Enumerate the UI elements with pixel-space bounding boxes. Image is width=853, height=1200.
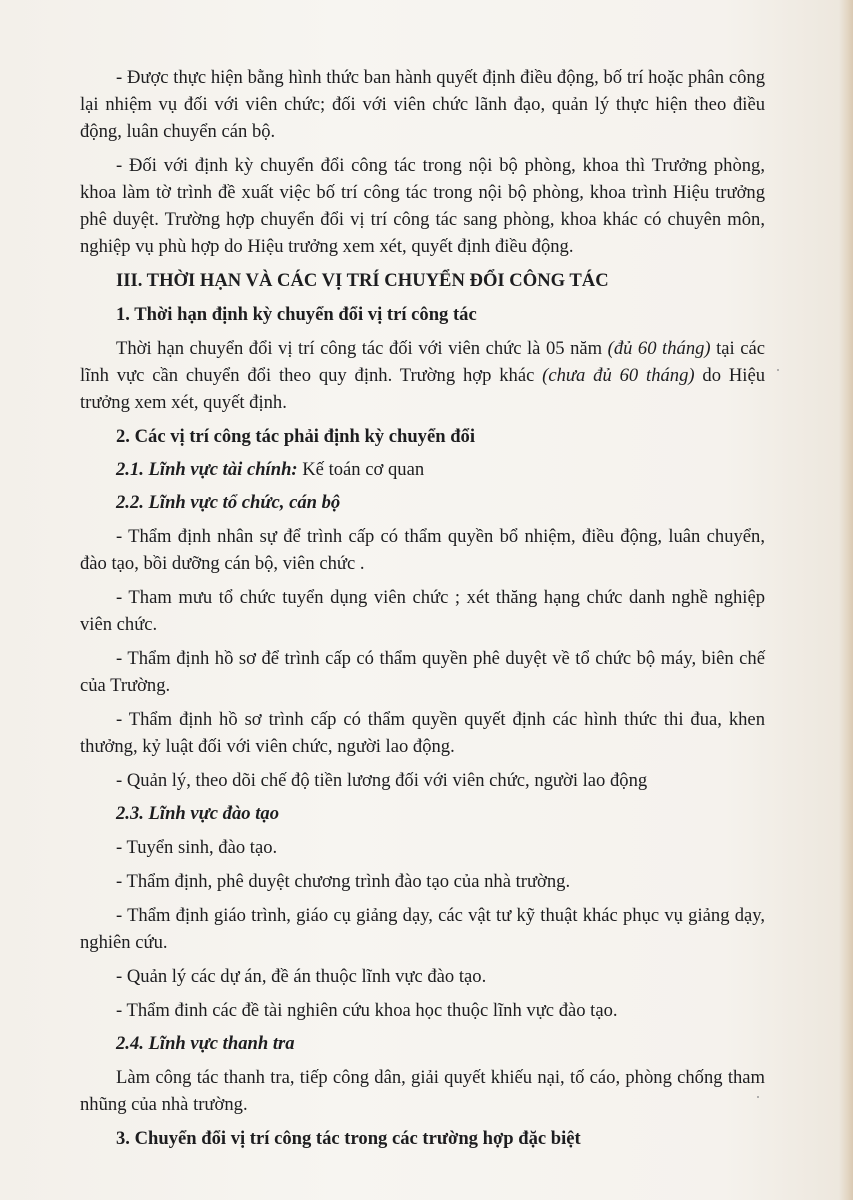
document-body xyxy=(80,64,765,1152)
list-item: - Tuyển sinh, đào tạo. xyxy=(116,837,278,858)
page-edge-shadow xyxy=(839,0,853,1200)
heading-2-positions: 2. Các vị trí công tác phải định kỳ chuyển đổi xyxy=(116,426,476,447)
text-run: tại các lĩnh vực cần chuyển đổi theo quy định. Trường hợp khác xyxy=(80,338,766,386)
list-item: - Thẩm đinh các đề tài nghiên cứu khoa học thuộc lĩnh vực đào tạo. xyxy=(116,1000,618,1021)
list-item: - Quản lý các dự án, đề án thuộc lĩnh vực đào tạo. xyxy=(116,966,487,987)
paragraph-decision-method: - Được thực hiện bằng hình thức ban hành quyết định điều động, bố trí hoặc phân công lại nhiệm vụ đối với viên chức; đối với viên chức lãnh đạo, quản lý thực hiện theo điều động, luân chuyển cán bộ. xyxy=(80,67,765,142)
list-item: - Thẩm định hồ sơ để trình cấp có thẩm quyền phê duyệt về tổ chức bộ máy, biên chế của Trường. xyxy=(80,648,765,696)
heading-2-1-finance xyxy=(80,456,765,483)
heading-1-rotation-period: 1. Thời hạn định kỳ chuyển đổi vị trí công tác xyxy=(116,304,477,325)
text-run: Thời hạn chuyển đổi vị trí công tác đối với viên chức là 05 năm xyxy=(116,338,608,359)
scan-speck xyxy=(777,369,779,371)
list-item: - Thẩm định, phê duyệt chương trình đào tạo của nhà trường. xyxy=(116,871,571,892)
paragraph-internal-rotation: - Đối với định kỳ chuyển đổi công tác trong nội bộ phòng, khoa thì Trưởng phòng, khoa làm tờ trình đề xuất việc bố trí công tác trong nội bộ phòng, khoa trình Hiệu trưởng phê duyệt. Trường hợp chuyển đổi vị trí công tác sang phòng, khoa khác có chuyên môn, nghiệp vụ phù hợp do Hiệu trưởng xem xét, quyết định điều động. xyxy=(80,155,765,257)
subheading-text: Kế toán cơ quan xyxy=(297,459,425,480)
list-item: - Thẩm định hồ sơ trình cấp có thẩm quyền quyết định các hình thức thi đua, khen thưởng, kỷ luật đối với viên chức, người lao động. xyxy=(80,709,765,757)
paragraph-rotation-period xyxy=(80,335,765,416)
section-heading-iii: III. THỜI HẠN VÀ CÁC VỊ TRÍ CHUYỂN ĐỔI CÔNG TÁC xyxy=(116,270,609,291)
paragraph-inspection: Làm công tác thanh tra, tiếp công dân, giải quyết khiếu nại, tố cáo, phòng chống tham nhũng của nhà trường. xyxy=(80,1067,765,1115)
list-item: - Thẩm định giáo trình, giáo cụ giảng dạy, các vật tư kỹ thuật khác phục vụ giảng dạy, nghiên cứu. xyxy=(80,905,765,953)
heading-2-3-training: 2.3. Lĩnh vực đào tạo xyxy=(116,803,279,824)
heading-2-2-organization: 2.2. Lĩnh vực tổ chức, cán bộ xyxy=(116,492,341,513)
text-run-italic: (đủ 60 tháng) xyxy=(607,338,711,359)
list-item: - Quản lý, theo dõi chế độ tiền lương đối với viên chức, người lao động xyxy=(116,770,648,791)
list-item: - Thẩm định nhân sự để trình cấp có thẩm quyền bổ nhiệm, điều động, luân chuyển, đào tạo, bồi dưỡng cán bộ, viên chức . xyxy=(80,526,765,574)
text-run: do Hiệu trưởng xem xét, quyết định. xyxy=(80,365,765,413)
list-item: - Tham mưu tổ chức tuyển dụng viên chức ; xét thăng hạng chức danh nghề nghiệp viên chức. xyxy=(80,587,765,635)
subheading-label: 2.1. Lĩnh vực tài chính: xyxy=(116,459,298,480)
text-run-italic: (chưa đủ 60 tháng) xyxy=(542,365,695,386)
heading-3-special-cases: 3. Chuyển đổi vị trí công tác trong các trường hợp đặc biệt xyxy=(116,1128,581,1149)
heading-2-4-inspection: 2.4. Lĩnh vực thanh tra xyxy=(116,1033,295,1054)
